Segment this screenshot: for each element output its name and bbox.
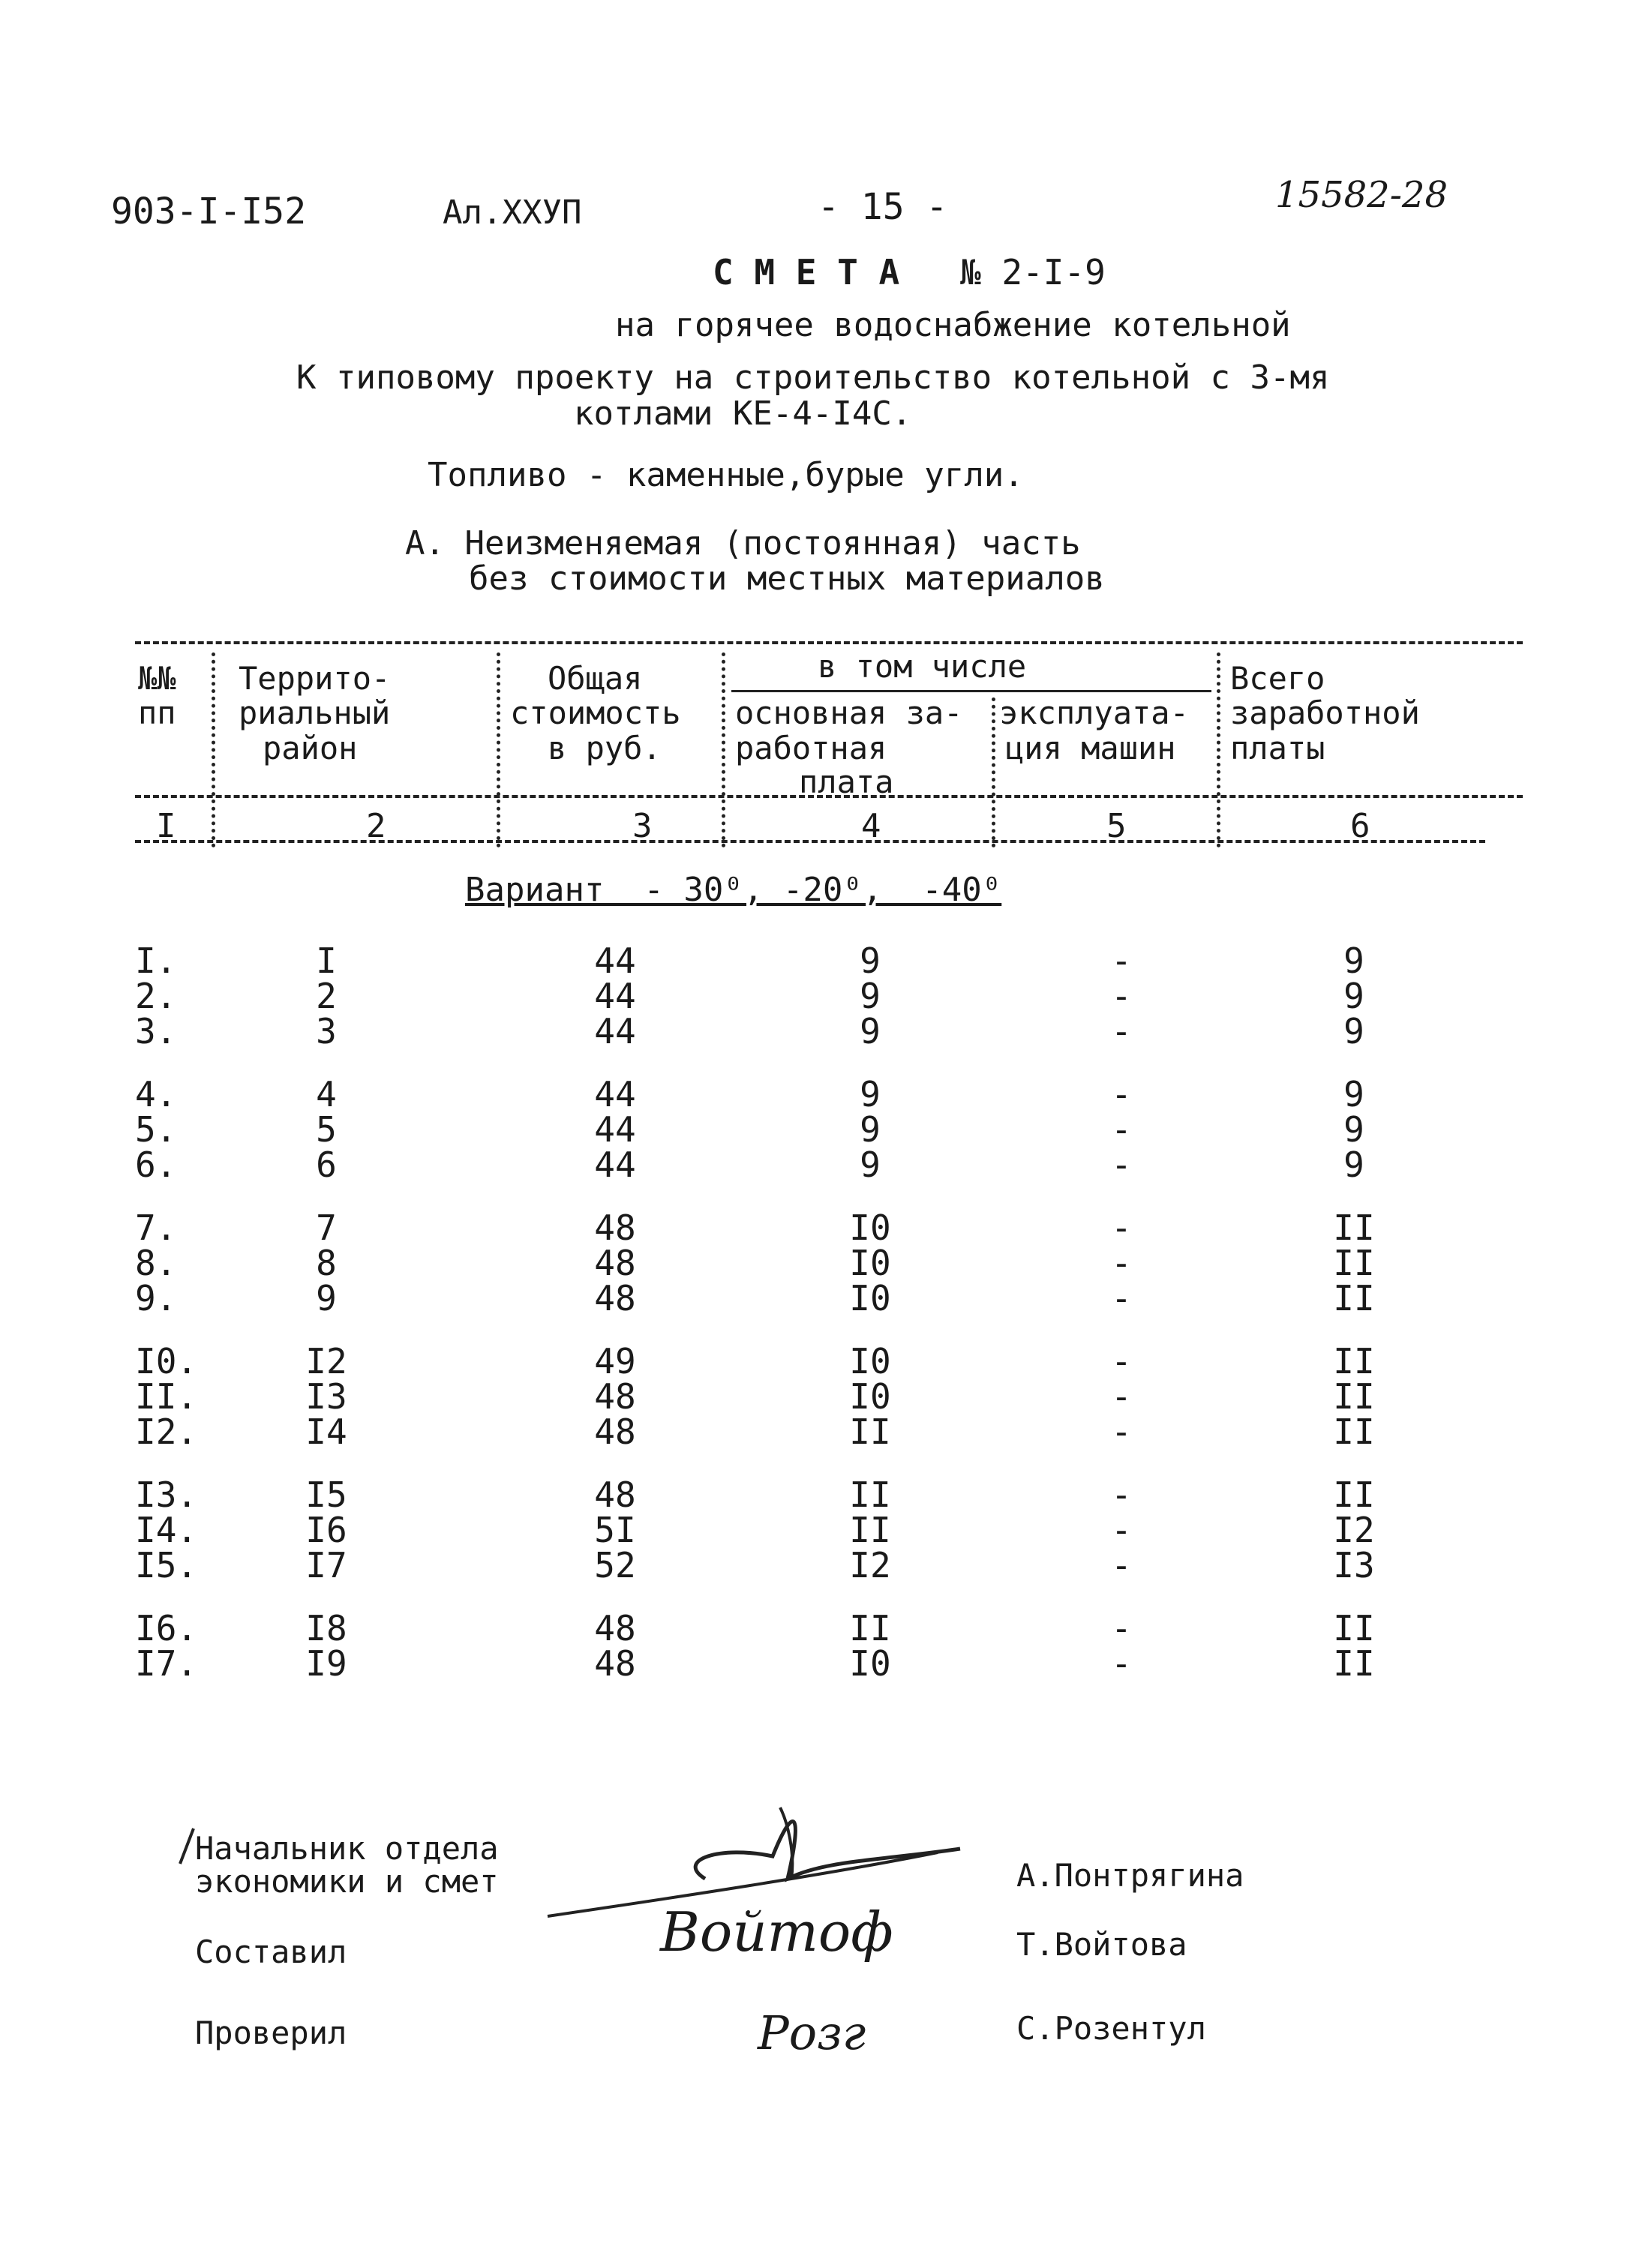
part-line-2: без стоимости местных материалов: [469, 560, 1105, 598]
table-cell-col-2: I2: [305, 1341, 347, 1382]
header-group-in-total: в том числе: [818, 648, 1027, 685]
column-number-2: 2: [366, 807, 386, 845]
table-cell-col-4: 9: [860, 1144, 881, 1185]
table-cell-col-2: I7: [305, 1545, 347, 1586]
table-cell-col-2: 9: [316, 1278, 337, 1318]
checked-name: С.Розентул: [1016, 2010, 1206, 2047]
table-cell-col-1: 3.: [135, 1011, 177, 1052]
table-cell-col-4: II: [849, 1510, 891, 1550]
project-line-2: котлами КЕ-4-I4С.: [574, 394, 912, 433]
table-cell-col-1: 8.: [135, 1243, 177, 1283]
compiled-name: Т.Войтова: [1016, 1926, 1187, 1963]
table-cell-col-5: -: [1111, 1545, 1132, 1586]
table-cell-col-6: 9: [1343, 1109, 1364, 1150]
table-cell-col-4: I0: [849, 1376, 891, 1417]
table-cell-col-4: I0: [849, 1341, 891, 1382]
table-cell-col-2: 4: [316, 1074, 337, 1114]
table-cell-col-3: 48: [594, 1643, 636, 1684]
table-cell-col-3: 5I: [594, 1510, 636, 1550]
table-cell-col-6: II: [1333, 1376, 1375, 1417]
table-cell-col-1: I0.: [135, 1341, 198, 1382]
table-cell-col-3: 52: [594, 1545, 636, 1586]
album-number: Ал.ХХУП: [443, 194, 582, 232]
table-cell-col-6: 9: [1343, 1144, 1364, 1185]
table-cell-col-6: II: [1333, 1243, 1375, 1283]
table-cell-col-3: 48: [594, 1376, 636, 1417]
table-cell-col-4: 9: [860, 940, 881, 981]
column-number-3: 3: [632, 807, 653, 845]
table-cell-col-3: 48: [594, 1243, 636, 1283]
table-cell-col-3: 48: [594, 1412, 636, 1452]
estimate-heading: С М Е Т А: [713, 252, 900, 292]
table-cell-col-4: I0: [849, 1278, 891, 1318]
table-cell-col-3: 44: [594, 1011, 636, 1052]
column-number-6: 6: [1350, 807, 1370, 845]
table-cell-col-1: 4.: [135, 1074, 177, 1114]
table-cell-col-2: I3: [305, 1376, 347, 1417]
variant-line: Вариант - 30⁰, -20⁰, -40⁰: [465, 871, 1002, 909]
table-cell-col-1: 2.: [135, 976, 177, 1016]
fuel-line: Топливо - каменные,бурые угли.: [428, 456, 1024, 494]
table-cell-col-4: II: [849, 1412, 891, 1452]
table-cell-col-4: I0: [849, 1643, 891, 1684]
table-cell-col-4: I0: [849, 1243, 891, 1283]
table-cell-col-2: 7: [316, 1208, 337, 1248]
column-number-5: 5: [1106, 807, 1127, 845]
table-cell-col-1: 5.: [135, 1109, 177, 1150]
table-cell-col-3: 49: [594, 1341, 636, 1382]
inventory-number: 15582-28: [1275, 174, 1448, 216]
project-line-1: К типовому проекту на строительство котельной с 3-мя: [296, 358, 1330, 397]
table-cell-col-2: 6: [316, 1144, 337, 1185]
table-cell-col-2: I4: [305, 1412, 347, 1452]
table-cell-col-1: I.: [135, 940, 177, 981]
table-cell-col-3: 48: [594, 1474, 636, 1515]
table-cell-col-6: 9: [1343, 1074, 1364, 1114]
table-cell-col-4: 9: [860, 1109, 881, 1150]
table-cell-col-4: 9: [860, 1074, 881, 1114]
table-cell-col-5: -: [1111, 1208, 1132, 1248]
table-cell-col-6: 9: [1343, 976, 1364, 1016]
table-cell-col-5: -: [1111, 1376, 1132, 1417]
table-cell-col-3: 44: [594, 940, 636, 981]
table-cell-col-5: -: [1111, 1144, 1132, 1185]
estimate-number: № 2-I-9: [960, 252, 1106, 292]
table-cell-col-3: 44: [594, 1144, 636, 1185]
compiled-label: Составил: [195, 1934, 347, 1970]
table-cell-col-2: I8: [305, 1608, 347, 1648]
table-cell-col-2: I5: [305, 1474, 347, 1515]
table-cell-col-5: -: [1111, 1608, 1132, 1648]
table-cell-col-4: I0: [849, 1208, 891, 1248]
checked-signature: Розг: [758, 2006, 866, 2060]
table-cell-col-1: I6.: [135, 1608, 198, 1648]
table-cell-col-5: -: [1111, 1074, 1132, 1114]
part-line-1: А. Неизменяемая (постоянная) часть: [405, 524, 1081, 562]
head-name: А.Понтрягина: [1016, 1857, 1244, 1894]
table-cell-col-3: 48: [594, 1278, 636, 1318]
table-cell-col-4: II: [849, 1608, 891, 1648]
table-cell-col-1: 9.: [135, 1278, 177, 1318]
table-cell-col-6: 9: [1343, 1011, 1364, 1052]
table-cell-col-1: I5.: [135, 1545, 198, 1586]
table-cell-col-5: -: [1111, 1278, 1132, 1318]
table-cell-col-5: -: [1111, 1643, 1132, 1684]
table-cell-col-6: II: [1333, 1278, 1375, 1318]
table-cell-col-5: -: [1111, 976, 1132, 1016]
table-cell-col-5: -: [1111, 1341, 1132, 1382]
table-cell-col-2: 5: [316, 1109, 337, 1150]
table-cell-col-5: -: [1111, 1109, 1132, 1150]
table-cell-col-2: I9: [305, 1643, 347, 1684]
table-cell-col-1: I4.: [135, 1510, 198, 1550]
table-cell-col-5: -: [1111, 1474, 1132, 1515]
table-cell-col-3: 44: [594, 976, 636, 1016]
table-cell-col-5: -: [1111, 1243, 1132, 1283]
table-cell-col-4: 9: [860, 976, 881, 1016]
table-cell-col-6: II: [1333, 1643, 1375, 1684]
table-cell-col-6: II: [1333, 1474, 1375, 1515]
table-cell-col-4: II: [849, 1474, 891, 1515]
table-cell-col-6: 9: [1343, 940, 1364, 981]
estimate-subject: на горячее водоснабжение котельной: [615, 306, 1291, 344]
table-cell-col-2: I: [316, 940, 337, 981]
table-cell-col-5: -: [1111, 1412, 1132, 1452]
table-cell-col-5: -: [1111, 940, 1132, 981]
table-cell-col-2: I6: [305, 1510, 347, 1550]
head-title-line-2: экономики и смет: [195, 1863, 499, 1900]
column-number-1: I: [156, 807, 176, 845]
table-cell-col-5: -: [1111, 1510, 1132, 1550]
table-cell-col-4: I2: [849, 1545, 891, 1586]
table-cell-col-1: 7.: [135, 1208, 177, 1248]
document-code: 903-I-I52: [111, 190, 307, 232]
table-cell-col-3: 44: [594, 1109, 636, 1150]
table-cell-col-3: 44: [594, 1074, 636, 1114]
head-title-line-1: Начальник отдела: [195, 1830, 499, 1867]
table-cell-col-6: II: [1333, 1608, 1375, 1648]
table-cell-col-1: I3.: [135, 1474, 198, 1515]
page-number: - 15 -: [818, 186, 948, 228]
table-cell-col-6: II: [1333, 1208, 1375, 1248]
table-cell-col-6: I3: [1333, 1545, 1375, 1586]
checked-label: Проверил: [195, 2014, 347, 2051]
table-cell-col-6: I2: [1333, 1510, 1375, 1550]
table-cell-col-6: II: [1333, 1412, 1375, 1452]
table-cell-col-1: II.: [135, 1376, 198, 1417]
table-cell-col-3: 48: [594, 1608, 636, 1648]
table-cell-col-6: II: [1333, 1341, 1375, 1382]
table-cell-col-1: 6.: [135, 1144, 177, 1185]
compiled-signature: Войтоф: [660, 1900, 893, 1964]
table-cell-col-2: 8: [316, 1243, 337, 1283]
table-cell-col-1: I7.: [135, 1643, 198, 1684]
table-cell-col-2: 3: [316, 1011, 337, 1052]
table-cell-col-1: I2.: [135, 1412, 198, 1452]
table-cell-col-4: 9: [860, 1011, 881, 1052]
column-number-4: 4: [861, 807, 881, 845]
table-cell-col-2: 2: [316, 976, 337, 1016]
table-cell-col-3: 48: [594, 1208, 636, 1248]
table-cell-col-5: -: [1111, 1011, 1132, 1052]
